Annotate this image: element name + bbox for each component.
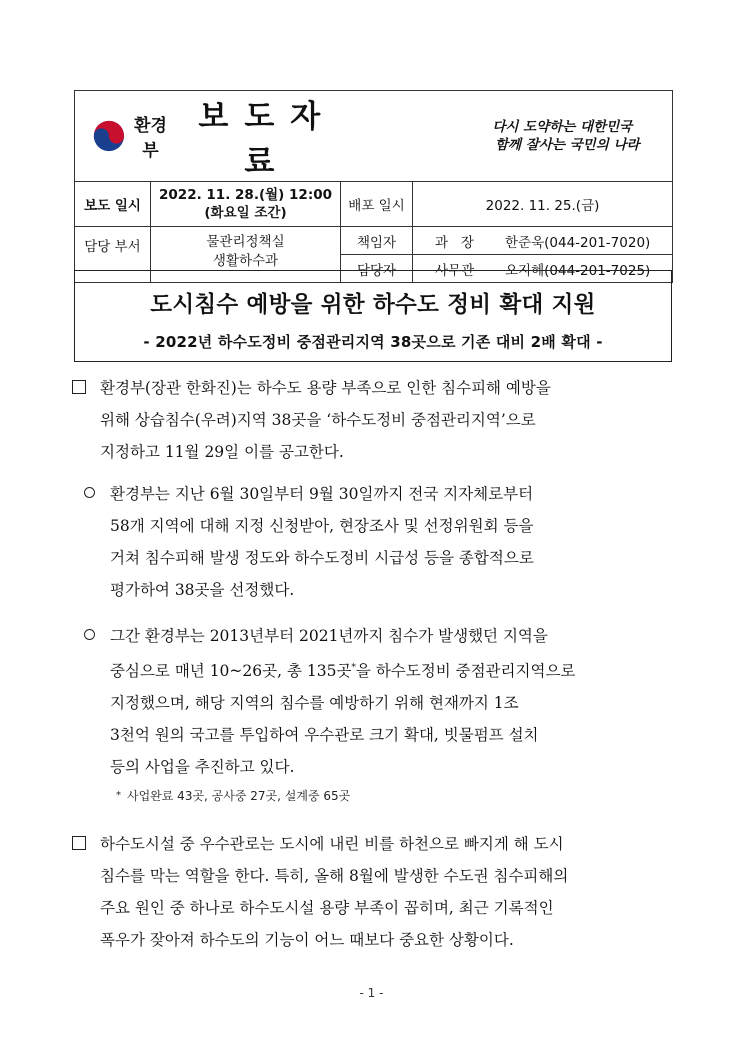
p2-line-3: 거쳐 침수피해 발생 정도와 하수도정비 시급성 등을 종합적으로 — [110, 549, 534, 567]
ministry-logo-icon — [93, 116, 125, 156]
press-title: 보도자료 — [198, 99, 337, 180]
page-number: - 1 - — [359, 986, 384, 1000]
slogan-line-1: 다시 도약하는 대한민국 — [492, 119, 633, 135]
paragraph-2 — [72, 478, 676, 606]
responsible-label: 책임자 — [341, 227, 413, 255]
header-table — [74, 90, 673, 283]
circle-bullet-icon — [84, 487, 95, 498]
paragraph-1 — [72, 372, 676, 468]
contact-person: 오지혜(044-201-7025) — [505, 262, 651, 279]
responsible-cell — [413, 227, 673, 255]
footnote-text: 사업완료 43곳, 공사중 27곳, 설계중 65곳 — [127, 789, 351, 804]
p4-line-4: 폭우가 잦아져 하수도의 기능이 어느 때보다 중요한 상황이다. — [100, 931, 514, 950]
footnote — [72, 787, 676, 804]
p4-line-3: 주요 원인 중 하나로 하수도시설 용량 부족이 꼽히며, 최근 기록적인 — [100, 899, 554, 918]
p2-line-1: 환경부는 지난 6월 30일부터 9월 30일까지 전국 지자체로부터 — [110, 485, 534, 503]
p1-line-3: 지정하고 11월 29일 이를 공고한다. — [100, 443, 344, 461]
body-section-1 — [72, 372, 676, 956]
paragraph-3 — [72, 620, 676, 783]
p3-line-2a: 중심으로 매년 10~26곳, 총 135곳 — [110, 662, 352, 681]
distribution-date: 2022. 11. 25.(금) — [413, 182, 673, 227]
p2-line-2: 58개 지역에 대해 지정 신청받아, 현장조사 및 선정위원회 등을 — [110, 517, 534, 535]
slogan-line-2: 함께 잘사는 국민의 나라 — [495, 137, 640, 153]
p4-line-2: 침수를 막는 역할을 한다. 특히, 올해 8월에 발생한 수도권 침수피해의 — [100, 867, 569, 886]
department-name-2: 생활하수과 — [212, 253, 279, 269]
department-name-1: 물관리정책실 — [206, 234, 285, 250]
release-date-cell — [151, 182, 341, 227]
responsible-title: 과 장 — [435, 234, 474, 251]
responsible-person: 한준욱(044-201-7020) — [505, 234, 651, 251]
p4-line-1: 하수도시설 중 우수관로는 도시에 내린 비를 하천으로 빠지게 해 도시 — [100, 835, 564, 854]
p3-line-3: 지정했으며, 해당 지역의 침수를 예방하기 위해 현재까지 1조 — [110, 694, 519, 713]
contact-title: 사무관 — [435, 262, 475, 279]
contact-label: 담당자 — [341, 255, 413, 283]
sub-title: - 2022년 하수도정비 중점관리지역 38곳으로 기존 대비 2배 확대 - — [143, 333, 603, 351]
distribution-label: 배포 일시 — [341, 182, 413, 227]
p3-line-2b: 을 하수도정비 중점관리지역으로 — [355, 662, 576, 681]
square-bullet-icon — [72, 836, 86, 850]
p1-line-1: 환경부(장관 한화진)는 하수도 용량 부족으로 인한 침수피해 예방을 — [100, 379, 551, 397]
logo-cell — [75, 91, 341, 182]
p3-line-1: 그간 환경부는 2013년부터 2021년까지 침수가 발생했던 지역을 — [110, 627, 548, 645]
department-label: 담당 부서 — [75, 227, 151, 283]
ministry-name: 환경부 — [134, 116, 167, 161]
p3-line-4: 3천억 원의 국고를 투입하여 우수관로 크기 확대, 빗물펌프 설치 — [110, 726, 539, 745]
release-note: (화요일 조간) — [204, 205, 287, 221]
p3-line-5: 등의 사업을 추진하고 있다. — [110, 758, 295, 777]
p1-line-2: 위해 상습침수(우려)지역 38곳을 ‘하수도정비 중점관리지역’으로 — [100, 411, 536, 429]
footnote-star: * — [116, 790, 121, 802]
release-label: 보도 일시 — [75, 182, 151, 227]
square-bullet-icon — [72, 380, 86, 394]
p3-line-2 — [110, 652, 676, 687]
slogan — [341, 91, 673, 182]
paragraph-4 — [72, 828, 676, 956]
release-date: 2022. 11. 28.(월) 12:00 — [159, 187, 332, 203]
p2-line-4: 평가하여 38곳을 선정했다. — [110, 581, 295, 599]
circle-bullet-icon — [84, 629, 95, 640]
headline-box — [74, 270, 672, 362]
main-title: 도시침수 예방을 위한 하수도 정비 확대 지원 — [150, 292, 596, 318]
footnote-marker: * — [351, 663, 356, 673]
